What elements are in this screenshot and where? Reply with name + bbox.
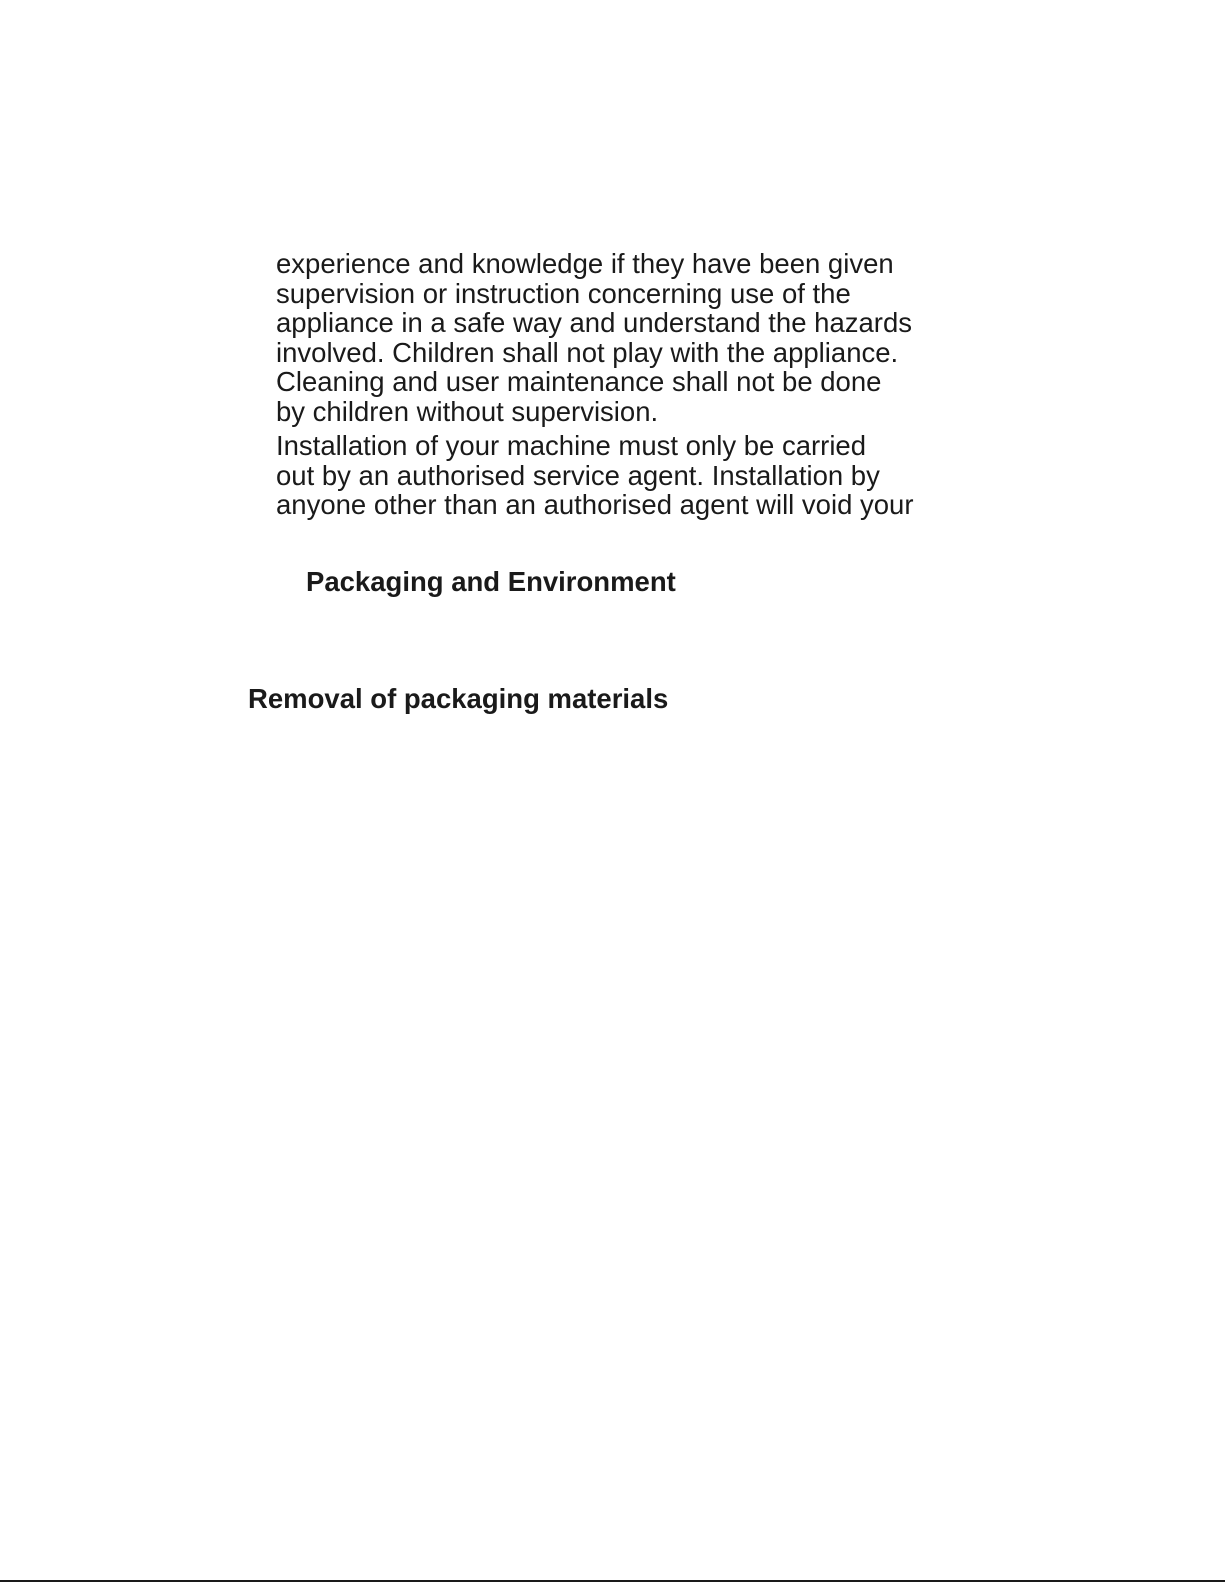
text-line: Installation of your machine must only be carried — [276, 430, 867, 461]
text-line: by children without supervision. — [276, 395, 659, 427]
bottom-divider — [0, 1580, 1225, 1582]
heading-removal-packaging: Removal of packaging materials — [248, 683, 669, 714]
text-line: Cleaning and user maintenance shall not be done — [276, 366, 882, 398]
text-line: involved. Children shall not play with the appliance. — [276, 336, 899, 368]
text-line: supervision or instruction concerning use of the — [276, 277, 851, 309]
text-line: anyone other than an authorised agent will void your — [276, 489, 914, 521]
text-line: appliance in a safe way and understand the hazards — [276, 307, 912, 339]
text-line: experience and knowledge if they have been given — [276, 248, 894, 279]
text-line: out by an authorised service agent. Installation by — [276, 459, 880, 491]
heading-packaging-environment: Packaging and Environment — [306, 566, 676, 597]
paragraph-installation — [276, 431, 996, 520]
paragraph-supervision — [276, 249, 996, 427]
